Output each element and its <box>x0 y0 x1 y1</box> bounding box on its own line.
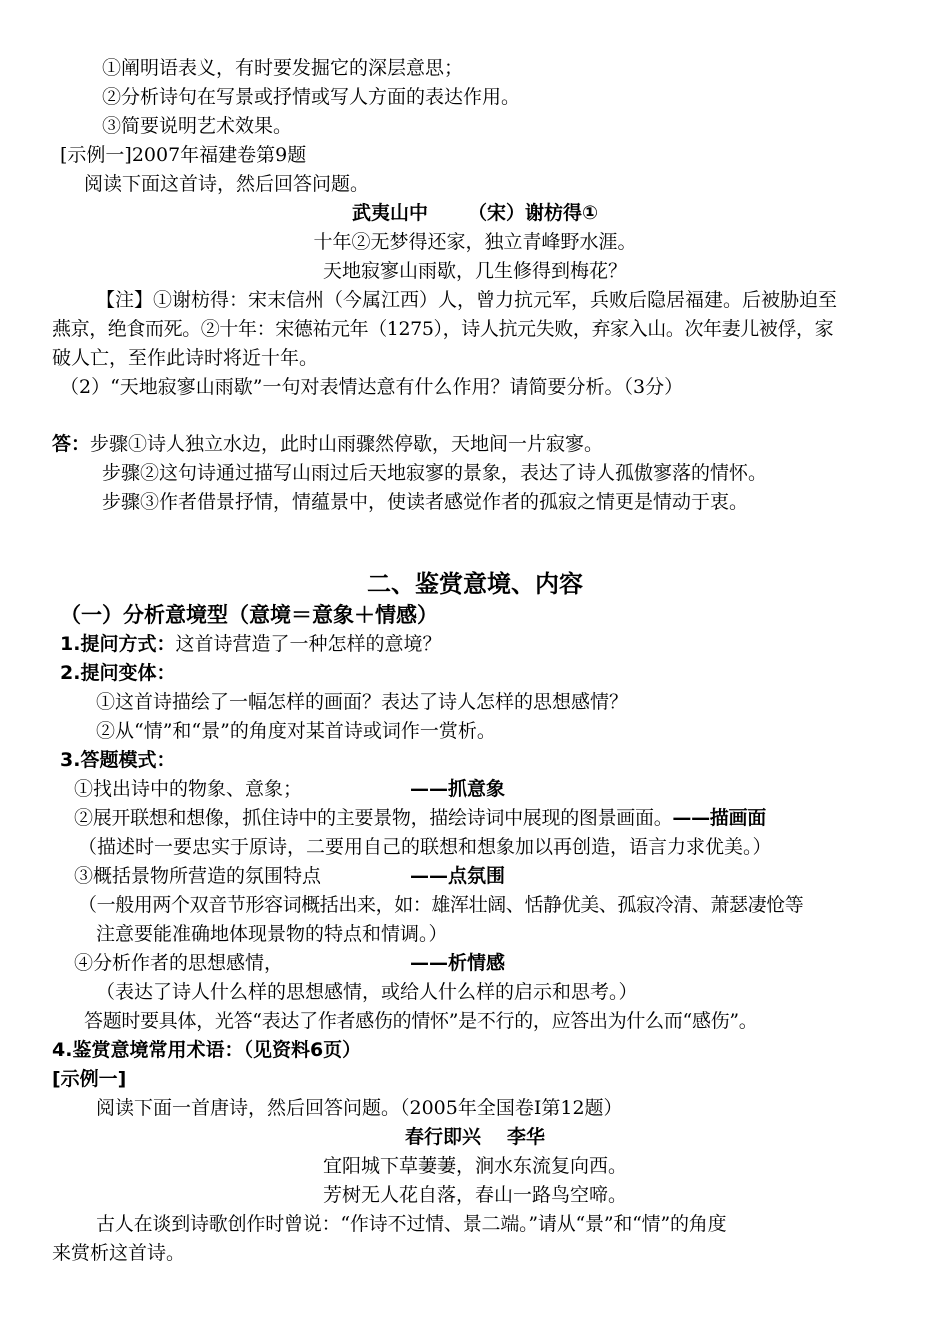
note-line: 破人亡，至作此诗时将近十年。 <box>52 347 319 369</box>
mode-note: 注意要能准确地体现景物的特点和情调。） <box>96 923 448 945</box>
section-title: 二、鉴赏意境、内容 <box>367 570 583 598</box>
example-heading <box>60 141 306 169</box>
mode-text: ③概括景物所营造的氛围特点 <box>74 865 322 887</box>
instruction-text: 阅读下面一首唐诗，然后回答问题。（2005年全国卷Ⅰ第12题） <box>96 1097 623 1119</box>
mode-line <box>74 804 766 832</box>
answer-step: 步骤②这句诗通过描写山雨过后天地寂寥的景象，表达了诗人孤傲寥落的情怀。 <box>102 462 768 484</box>
ask-method-label: 1.提问方式： <box>60 633 176 655</box>
note-text: ①谢枋得：宋末信州（今属江西）人，曾力抗元军，兵败后隐居福建。后被胁迫至 <box>153 289 838 311</box>
ask-variant-label: 2.提问变体： <box>60 662 176 684</box>
poem-title: 春行即兴 <box>404 1126 481 1148</box>
poem-line: 十年②无梦得还家，独立青峰野水涯。 <box>313 231 637 253</box>
mode-key: ——点氛围 <box>410 865 506 887</box>
example-label: [示例一] <box>52 1068 127 1090</box>
answer-step: 步骤③作者借景抒情，情蕴景中，使读者感觉作者的孤寂之情更是情动于衷。 <box>102 491 749 513</box>
mode-key: ——抓意象 <box>410 778 506 800</box>
terms-heading: 4.鉴赏意境常用术语：（见资料6页） <box>52 1039 362 1061</box>
example-label: [示例一] <box>60 144 132 166</box>
poem-line: 宜阳城下草萋萋，涧水东流复向西。 <box>322 1155 627 1177</box>
step-item: ②分析诗句在写景或抒情或写人方面的表达作用。 <box>102 86 521 108</box>
ask-method <box>60 630 441 658</box>
answer-mode-label: 3.答题模式： <box>60 749 176 771</box>
note-label: 【注】 <box>96 289 154 311</box>
instruction-text: 阅读下面这首诗，然后回答问题。 <box>84 173 370 195</box>
ask-variant-item: ①这首诗描绘了一幅怎样的画面？表达了诗人怎样的思想感情？ <box>96 691 629 713</box>
mode-text: ④分析作者的思想感情， <box>74 952 284 974</box>
ask-variant-item: ②从“情”和“景”的角度对某首诗或词作一赏析。 <box>96 720 496 742</box>
answer-step: 步骤①诗人独立水边，此时山雨骤然停歇，天地间一片寂寥。 <box>90 433 604 455</box>
poem-heading <box>0 199 950 227</box>
question-line: 古人在谈到诗歌创作时曾说：“作诗不过情、景二端。”请从“景”和“情”的角度 <box>96 1213 727 1235</box>
step-item: ③简要说明艺术效果。 <box>102 115 293 137</box>
mode-key: ——析情感 <box>410 952 506 974</box>
tip-text: 答题时要具体，光答“表达了作者感伤的情怀”是不行的，应答出为什么而“感伤”。 <box>84 1010 758 1032</box>
step-item: ①阐明语表义，有时要发掘它的深层意思； <box>102 57 464 79</box>
mode-note: （描述时一要忠实于原诗，二要用自己的联想和想象加以再创造，语言力求优美。） <box>78 836 772 858</box>
section-subtitle: （一）分析意境型（意境＝意象＋情感） <box>60 603 438 627</box>
mode-text: ①找出诗中的物象、意象； <box>74 778 303 800</box>
poem-heading <box>0 1123 950 1151</box>
poem-author: 李华 <box>507 1126 546 1148</box>
ask-method-text: 这首诗营造了一种怎样的意境？ <box>175 633 442 655</box>
example-source: 2007年福建卷第9题 <box>131 144 307 166</box>
question-text: （2）“天地寂寥山雨歇”一句对表情达意有什么作用？请简要分析。（3分） <box>60 376 684 398</box>
answer-label: 答： <box>52 433 91 455</box>
mode-key: ——描画面 <box>672 807 766 829</box>
poem-title: 武夷山中 <box>351 202 428 224</box>
poem-author: （宋）谢枋得① <box>467 202 599 224</box>
note-line <box>96 286 837 314</box>
question-line: 来赏析这首诗。 <box>52 1242 186 1264</box>
poem-line: 芳树无人花自落，春山一路鸟空啼。 <box>322 1184 627 1206</box>
note-line: 燕京，绝食而死。②十年：宋德祐元年（1275），诗人抗元失败，弃家入山。次年妻儿被俘，家 <box>52 318 834 340</box>
mode-text: ②展开联想和想像，抓住诗中的主要景物，描绘诗词中展现的图景画面。 <box>74 807 673 829</box>
mode-note: （表达了诗人什么样的思想感情，或给人什么样的启示和思考。） <box>96 981 638 1003</box>
mode-note: （一般用两个双音节形容词概括出来，如：雄浑壮阔、恬静优美、孤寂冷清、萧瑟凄怆等 <box>78 894 804 916</box>
poem-line: 天地寂寥山雨歇，几生修得到梅花？ <box>322 260 627 282</box>
answer-line <box>52 430 603 458</box>
